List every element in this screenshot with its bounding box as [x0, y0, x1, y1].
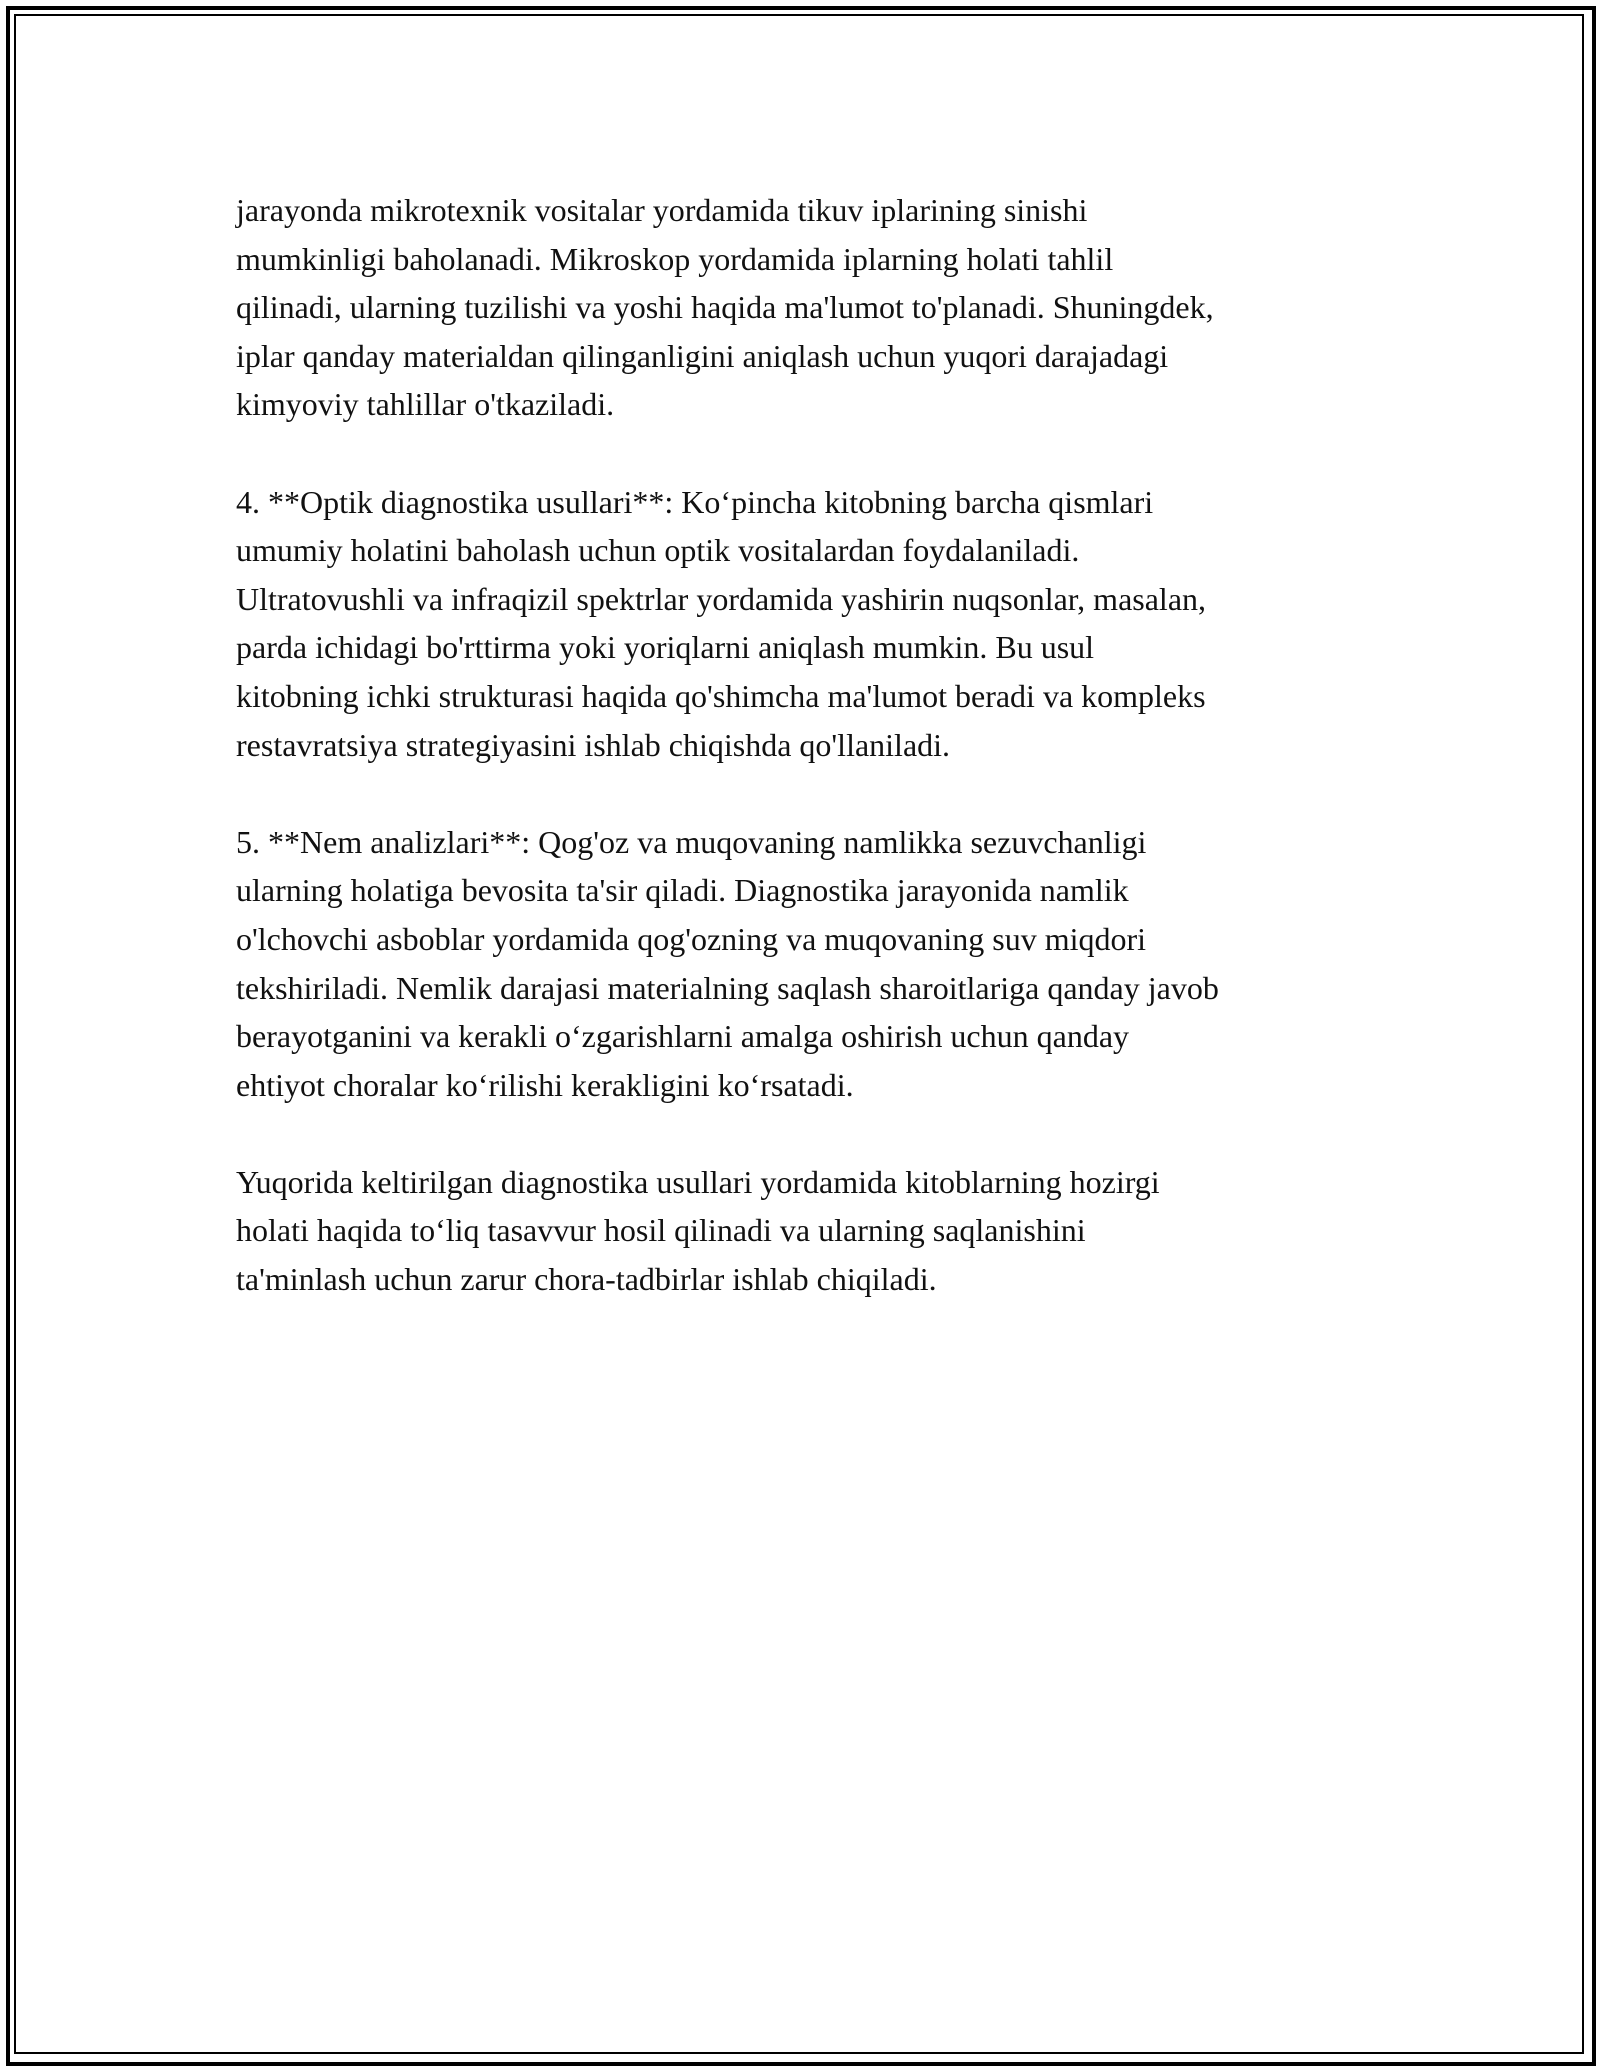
text-line: iplar qanday materialdan qilinganligini aniqlash uchun yuqori darajadagi — [236, 337, 1169, 374]
text-line: qilinadi, ularning tuzilishi va yoshi haqida ma'lumot to'planadi. Shuningdek, — [236, 289, 1214, 326]
text-line: kimyoviy tahlillar o'tkaziladi. — [236, 386, 615, 423]
text-line: kitobning ichki strukturasi haqida qo'shimcha ma'lumot beradi va kompleks — [236, 677, 1206, 714]
paragraph-thread-analysis — [236, 186, 1366, 429]
text-line: parda ichidagi bo'rttirma yoki yoriqlarni aniqlash mumkin. Bu usul — [236, 629, 1095, 666]
text-line: restavratsiya strategiyasini ishlab chiqishda qo'llaniladi. — [236, 726, 951, 763]
text-line: mumkinligi baholanadi. Mikroskop yordamida iplarning holati tahlil — [236, 240, 1114, 277]
document-body — [236, 186, 1366, 1352]
text-line: ularning holatiga bevosita ta'sir qiladi. Diagnostika jarayonida namlik — [236, 872, 1129, 909]
text-line: jarayonda mikrotexnik vositalar yordamida tikuv iplarining sinishi — [236, 192, 1088, 228]
paragraph-optical-diagnostics — [236, 478, 1366, 770]
text-line: Yuqorida keltirilgan diagnostika usullari yordamida kitoblarning hozirgi — [236, 1163, 1160, 1200]
paragraph-moisture-analysis — [236, 818, 1366, 1110]
paragraph-conclusion — [236, 1158, 1366, 1304]
text-line: Ultratovushli va infraqizil spektrlar yordamida yashirin nuqsonlar, masalan, — [236, 580, 1207, 617]
text-line: holati haqida to‘liq tasavvur hosil qilinadi va ularning saqlanishini — [236, 1212, 1086, 1249]
text-line: umumiy holatini baholash uchun optik vositalardan foydalaniladi. — [236, 532, 1080, 569]
text-line: ehtiyot choralar ko‘rilishi kerakligini ko‘rsatadi. — [236, 1066, 854, 1103]
text-line: 4. **Optik diagnostika usullari**: Ko‘pincha kitobning barcha qismlari — [236, 483, 1154, 520]
text-line: o'lchovchi asboblar yordamida qog'ozning va muqovaning suv miqdori — [236, 920, 1147, 957]
text-line: ta'minlash uchun zarur chora-tadbirlar ishlab chiqiladi. — [236, 1261, 937, 1298]
text-line: 5. **Nem analizlari**: Qog'oz va muqovaning namlikka sezuvchanligi — [236, 823, 1147, 860]
text-line: berayotganini va kerakli o‘zgarishlarni amalga oshirish uchun qanday — [236, 1018, 1130, 1055]
text-line: tekshiriladi. Nemlik darajasi materialning saqlash sharoitlariga qanday javob — [236, 969, 1219, 1006]
